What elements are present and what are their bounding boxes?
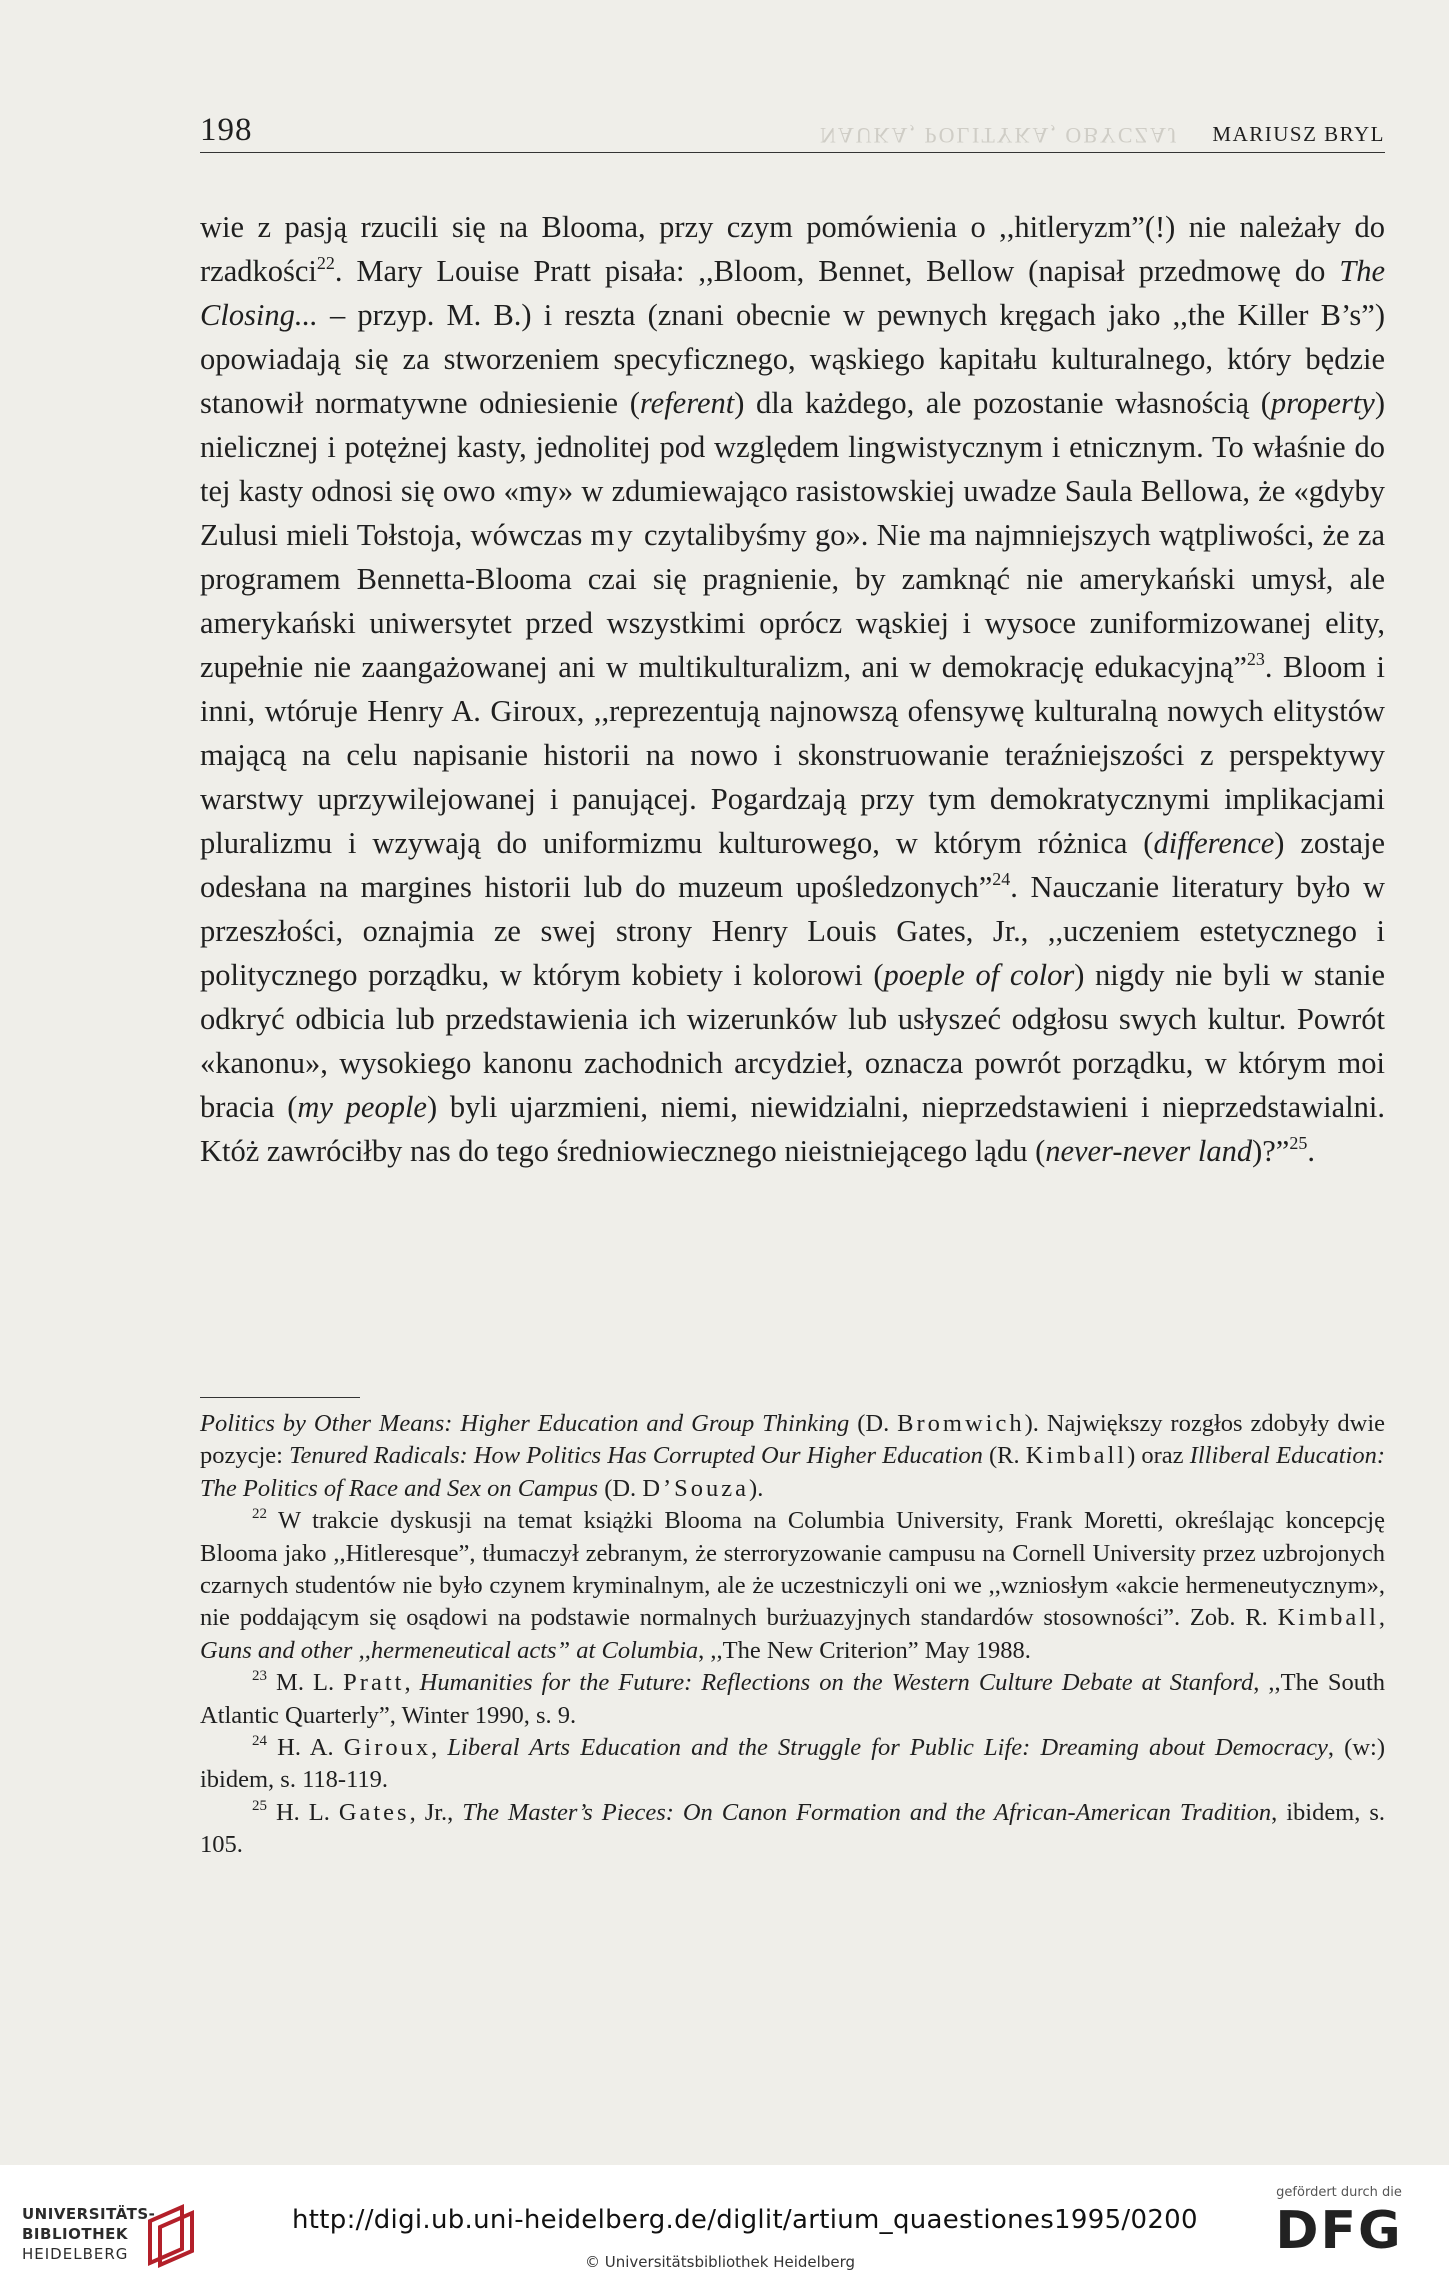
library-logo[interactable]: UNIVERSITÄTS- BIBLIOTHEK HEIDELBERG [22,2205,212,2267]
footnote-rule [200,1397,360,1398]
footnote-ref-23[interactable]: 23 [1246,649,1265,669]
running-head-author: MARIUSZ BRYL [1212,122,1385,146]
running-head [200,112,1385,153]
digitization-footer [0,2165,1449,2283]
dfg-wordmark: DFG [1275,2201,1403,2261]
page-number: 198 [200,112,253,148]
footnote-ref-25[interactable]: 25 [1289,1133,1308,1153]
permalink-url[interactable]: http://digi.ub.uni-heidelberg.de/diglit/artium_quaestiones1995/0200 [292,2205,1198,2235]
footnotes [200,1408,1385,1862]
library-emblem-icon [142,2203,208,2269]
footnote-23: $^{23}$ M. L. Pratt, Humanities for the Future: Reflections on the Western Culture Debate at Stanford, ,,The South Atlantic Quarterly”, Winter 1990, s. 9. [200,1668,1386,1729]
footnote-ref-24[interactable]: 24 [992,869,1011,889]
copyright-notice: © Universitätsbibliothek Heidelberg [585,2253,856,2271]
footnote-25: $^{25}$ H. L. Gates, Jr., The Master’s Pieces: On Canon Formation and the African-American Tradition, ibidem, s. 105. [200,1797,1385,1859]
bleed-through-text: NAUKA, POLITYKA, OBYCZAJ [820,123,1179,148]
footnote-continuation: Politics by Other Means: Higher Education and Group Thinking (D. Bromwich). Największy rozgłos zdobyły dwie pozycje: Tenured Radicals: How Politics Has Corrupted Our Higher Education (R. Kimball) oraz Illiberal Education: The Politics of Race and Sex on Campus (D. D’Souza). [200,1410,1386,1502]
dfg-logo[interactable]: gefördert durch die DFG [1259,2185,1419,2275]
paragraph: wie z pasją rzucili się na Blooma, przy czym pomówienia o ,,hitleryzm”(!) nie należały do rzadkości$^{22}$. Mary Louise Pratt pisała: ,,Bloom, Bennet, Bellow (napisał przedmowę do The Closing... – przyp. M. B.) i reszta (znani obecnie w pewnych kręgach jako ,,the Killer B’s”) opowiadają się za stworzeniem specyficznego, wąskiego kapitału kulturalnego, który będzie stanowił normatywne odniesienie (referent) dla każdego, ale pozostanie własnością (property) nielicznej i potężnej kasty, jednolitej pod względem lingwistycznym i etnicznym. To właśnie do tej kasty odnosi się owo «my» w zdumiewająco rasistowskiej uwadze Saula Bellowa, że «gdyby Zulusi mieli Tołstoja, wówczas my czytalibyśmy go». Nie ma najmniejszych wątpliwości, że za programem Bennetta-Blooma czai się pragnienie, by zamknąć nie amerykański umysł, ale amerykański uniwersytet przed wszystkimi oprócz wąskiej i wysoce zuniformizowanej elity, zupełnie nie zaangażowanej ani w multikulturalizm, ani w demokrację edukacyjną”$^{23}$. Bloom i inni, wtóruje Henry A. Giroux, ,,reprezentują najnowszą ofensywę kulturalną nowych elitystów mającą na celu napisanie historii na nowo i skonstruowanie teraźniejszości z perspektywy warstwy uprzywilejowanej i panującej. Pogardzają przy tym demokratycznymi implikacjami pluralizmu i wzywają do uniformizmu kulturowego, w którym różnica (difference) zostaje odesłana na margines historii lub do muzeum upośledzonych”$^{24}$. Nauczanie literatury było w przeszłości, oznajmia ze swej strony Henry Louis Gates, Jr., ,,uczeniem estetycznego i politycznego porządku, w którym kobiety i kolorowi (poeple of color) nigdy nie byli w stanie odkryć odbicia lub przedstawienia ich wizerunków lub usłyszeć odgłosu swych kultur. Powrót «kanonu», wysokiego kanonu zachodnich arcydzieł, oznacza powrót porządku, w którym moi bracia (my people) byli ujarzmieni, niemi, niewidzialni, nieprzedstawieni i nieprzedstawialni. Któż zawróciłby nas do tego średniowiecznego nieistniejącego lądu (never-never land)?”$^{25}$. [200,210,1385,1168]
footnote-ref-22[interactable]: 22 [316,253,335,273]
footnote-22: $^{22}$ W trakcie dyskusji na temat książki Blooma na Columbia University, Frank Moretti, określając koncepcję Blooma jako ,,Hitleresque”, tłumaczył zebranym, że sterroryzowanie campusu na Cornell University przez uzbrojonych czarnych studentów nie było czynem kryminalnym, ale że uczestniczyli oni we ,,wzniosłym «akcie hermeneutycznym», nie poddającym się osądowi na podstawie normalnych burżuazyjnych standardów stosowności”. Zob. R. Kimball, Guns and other ,,hermeneutical acts” at Columbia, ,,The New Criterion” May 1988. [200,1506,1385,1664]
main-text [200,205,1385,1173]
footnote-24: $^{24}$ H. A. Giroux, Liberal Arts Education and the Struggle for Public Life: Dreaming about Democracy, (w:) ibidem, s. 118-119. [200,1733,1385,1794]
